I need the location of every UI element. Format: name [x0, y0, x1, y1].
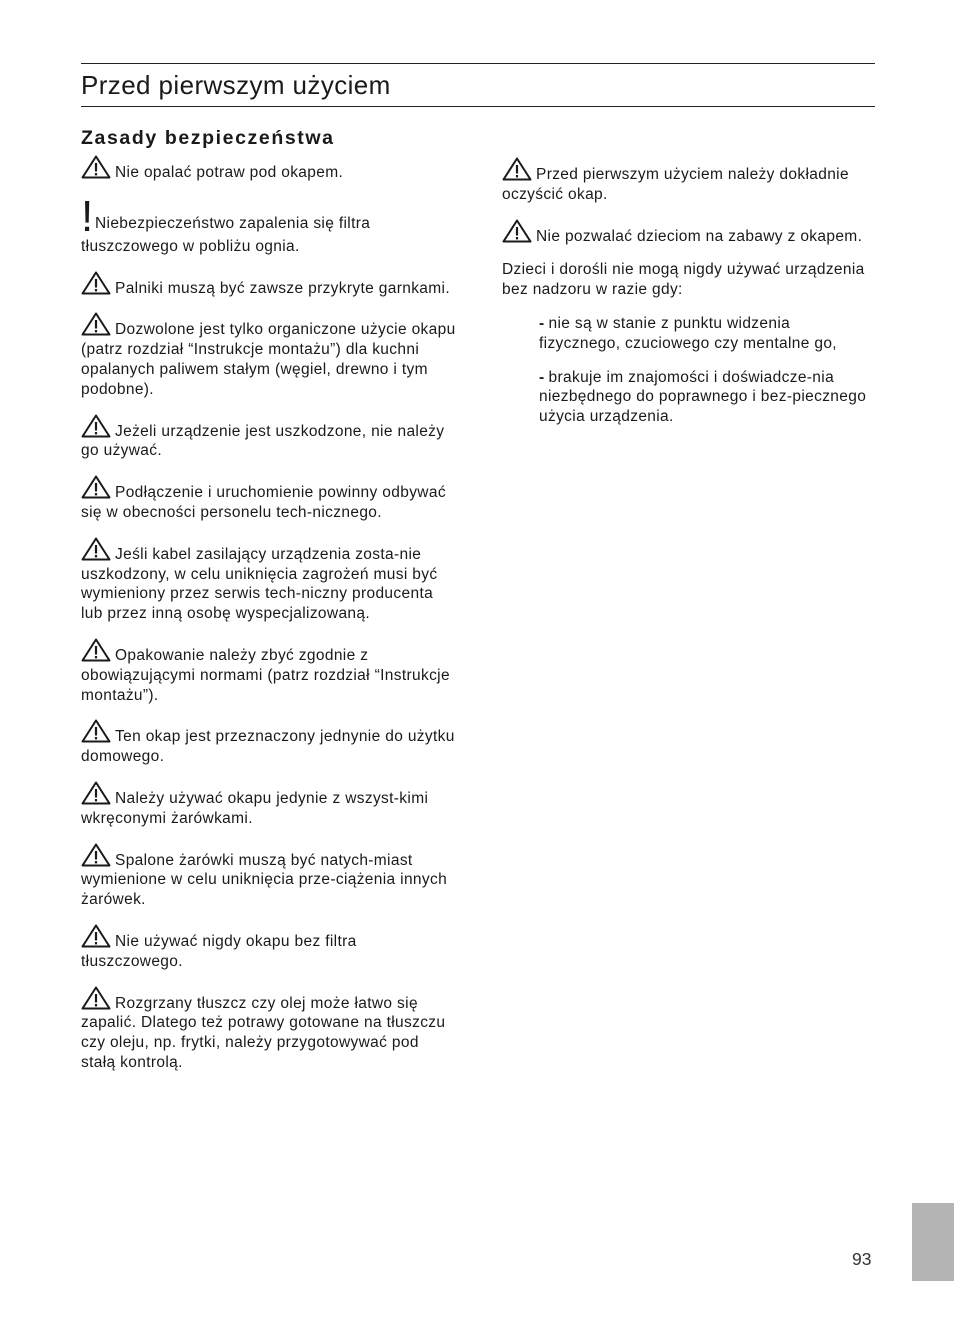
header-bottom-rule — [81, 106, 875, 107]
safety-item-text: Dozwolone jest tylko organiczone użycie okapu (patrz rozdział “Instrukcje montażu”) dla kuchni opalanych paliwem stałym (węgiel, drewno i tym podobne). — [81, 321, 456, 398]
safety-item-text: Podłączenie i uruchomienie powinny odbywać się w obecności personelu tech-nicznego. — [81, 484, 446, 521]
safety-item — [81, 986, 457, 1073]
safety-item-text: Palniki muszą być zawsze przykryte garnkami. — [115, 279, 450, 297]
safety-item — [81, 271, 457, 299]
section-heading: Zasady bezpieczeństwa — [81, 127, 335, 149]
warning-triangle-icon — [81, 271, 111, 295]
safety-item-text: Niebezpieczeństwo zapalenia się filtra tłuszczowego w pobliżu ognia. — [81, 214, 371, 255]
safety-item-text: Spalone żarówki muszą być natych-miast wymienione w celu uniknięcia prze-ciążenia innych żarówek. — [81, 851, 448, 909]
safety-item — [81, 843, 457, 910]
safety-item-text: Jeżeli urządzenie jest uszkodzone, nie należy go używać. — [81, 422, 445, 460]
warning-triangle-icon — [81, 155, 111, 179]
safety-item-text: Jeśli kabel zasilający urządzenia zosta-nie uszkodzony, w celu uniknięcia zagrożeń musi być wymieniony przez serwis tech-niczny producenta lub przez inną osobę wyspecjalizowaną. — [81, 545, 438, 623]
safety-item-text: Ten okap jest przeznaczony jednynie do użytku domowego. — [81, 728, 455, 766]
warning-triangle-icon — [81, 719, 111, 743]
safety-item — [81, 781, 457, 829]
warning-triangle-icon — [81, 924, 111, 948]
warning-triangle-icon — [502, 157, 532, 181]
list-item-text: brakuje im znajomości i doświadcze-nia niezbędnego do poprawnego i bez-piecznego użycia urządzenia. — [539, 368, 867, 426]
safety-item-text: Opakowanie należy zbyć zgodnie z obowiązującymi normami (patrz rozdział “Instrukcje montażu”). — [81, 646, 450, 704]
safety-item — [502, 219, 874, 247]
warning-triangle-icon — [81, 781, 111, 805]
safety-item — [81, 414, 457, 462]
page-number: 93 — [852, 1249, 872, 1269]
safety-item — [81, 719, 457, 767]
page-edge-tab — [912, 1203, 954, 1281]
safety-item-text: Rozgrzany tłuszcz czy olej może łatwo się zapalić. Dlatego też potrawy gotowane na tłuszczu czy oleju, np. frytki, należy przygotowywać pod stałą kontrolą. — [81, 994, 446, 1071]
warning-triangle-icon — [81, 986, 111, 1010]
safety-item — [81, 475, 457, 523]
safety-item — [81, 638, 457, 705]
safety-item — [81, 312, 457, 399]
safety-item — [81, 537, 457, 624]
dash-bullet: - — [539, 368, 545, 386]
list-item — [502, 368, 874, 427]
warning-triangle-icon — [81, 537, 111, 561]
safety-item — [502, 157, 874, 205]
left-column — [81, 155, 457, 1087]
list-item-text: nie są w stanie z punktu widzenia fizycznego, czuciowego czy mentalne go, — [539, 314, 837, 352]
warning-triangle-icon — [81, 475, 111, 499]
safety-item-text: Nie pozwalać dzieciom na zabawy z okapem. — [536, 227, 863, 245]
safety-item-text: Przed pierwszym użyciem należy dokładnie oczyścić okap. — [502, 166, 849, 203]
warning-triangle-icon — [81, 843, 111, 867]
warning-triangle-icon — [502, 219, 532, 243]
dash-bullet: - — [539, 314, 545, 332]
supervision-intro: Dzieci i dorośli nie mogą nigdy używać urządzenia bez nadzoru w razie gdy: — [502, 261, 865, 299]
page-title: Przed pierwszym użyciem — [81, 70, 391, 100]
safety-item — [81, 191, 457, 257]
safety-item-text: Należy używać okapu jedynie z wszyst-kimi wkręconymi żarówkami. — [81, 789, 429, 827]
safety-item-text: Nie opalać potraw pod okapem. — [115, 164, 344, 181]
right-column — [502, 157, 874, 441]
warning-triangle-icon — [81, 638, 111, 662]
safety-item — [81, 924, 457, 972]
warning-triangle-icon — [81, 312, 111, 336]
header-top-rule — [81, 63, 875, 64]
list-item — [502, 314, 874, 354]
exclamation-icon: ! — [81, 191, 94, 241]
safety-item — [81, 155, 457, 183]
warning-triangle-icon — [81, 414, 111, 438]
safety-item-text: Nie używać nigdy okapu bez filtra tłuszczowego. — [81, 932, 357, 970]
